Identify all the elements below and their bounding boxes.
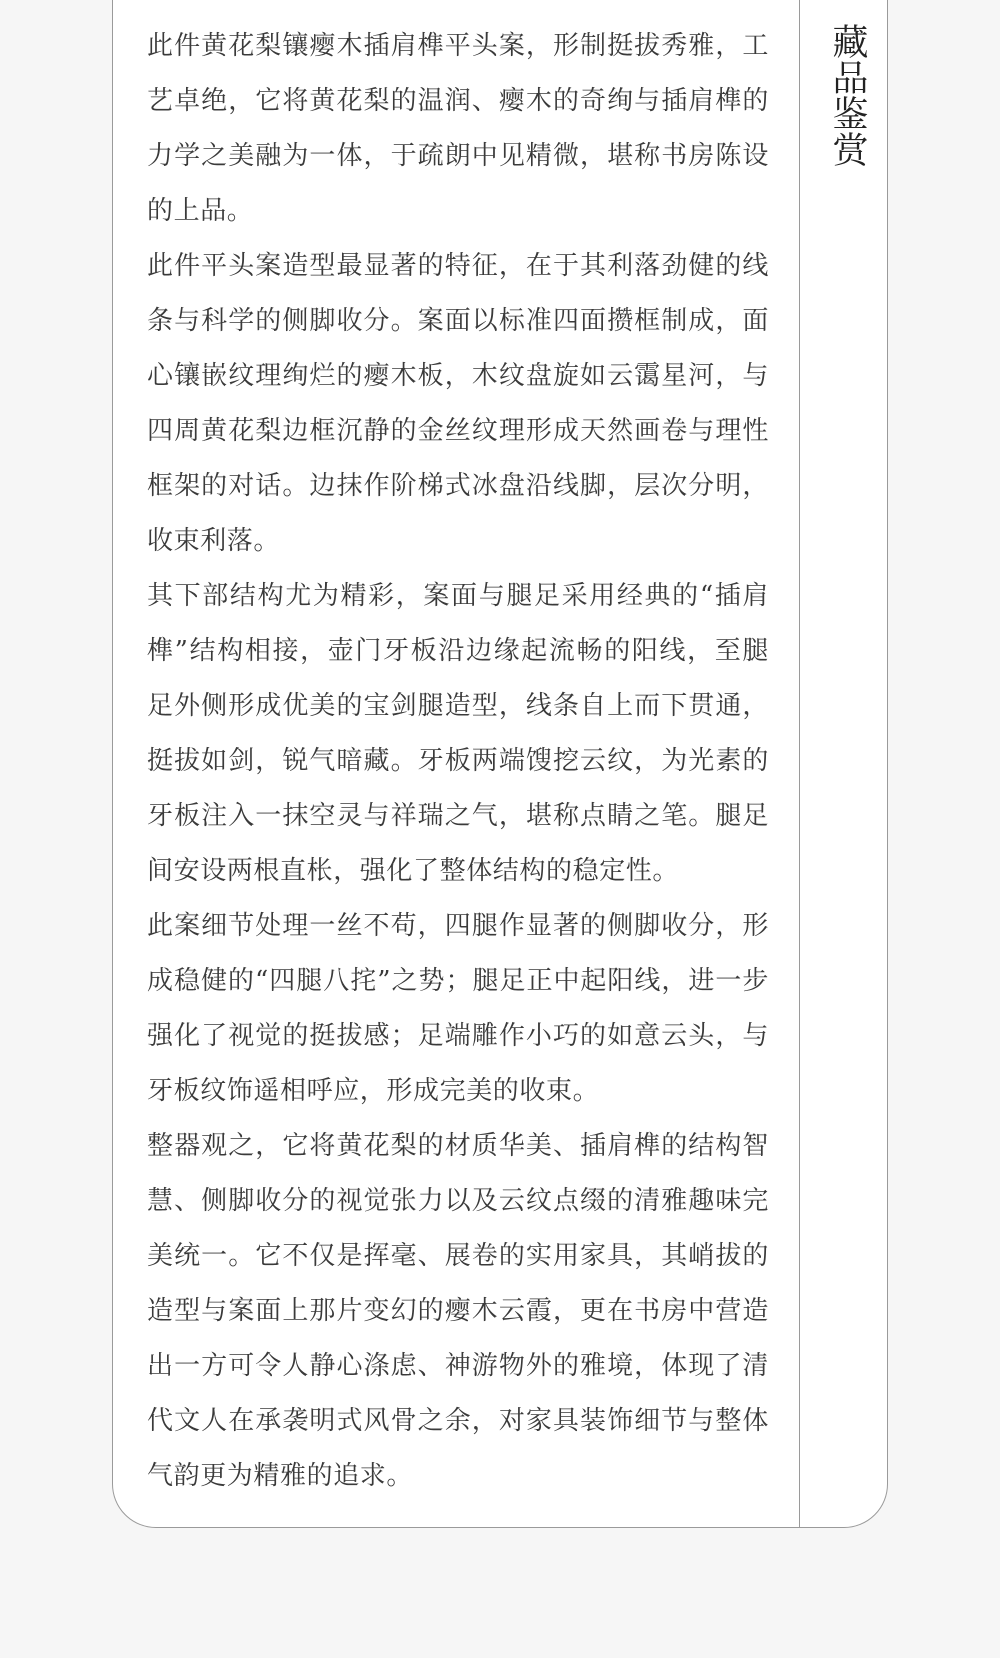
paragraph-4: 此案细节处理一丝不苟，四腿作显著的侧脚收分，形成稳健的“四腿八挓”之势；腿足正中起阳线，进一步强化了视觉的挺拔感；足端雕作小巧的如意云头，与牙板纹饰遥相呼应，形成完美的收束。 [147,911,769,1106]
paragraph-5: 整器观之，它将黄花梨的材质华美、插肩榫的结构智慧、侧脚收分的视觉张力以及云纹点缀的清雅趣味完美统一。它不仅是挥毫、展卷的实用家具，其峭拔的造型与案面上那片变幻的瘿木云霞，更在书房中营造出一方可令人静心涤虑、神游物外的雅境，体现了清代文人在承袭明式风骨之余，对家具装饰细节与整体气韵更为精雅的追求。 [147,1131,769,1491]
section-title: 藏品鉴赏 [827,23,868,167]
side-divider [799,0,800,1527]
paragraph-2: 此件平头案造型最显著的特征，在于其利落劲健的线条与科学的侧脚收分。案面以标准四面攒框制成，面心镶嵌纹理绚烂的瘿木板，木纹盘旋如云霭星河，与四周黄花梨边框沉静的金丝纹理形成天然画卷与理性框架的对话。边抹作阶梯式冰盘沿线脚，层次分明，收束利落。 [147,251,769,556]
paragraph-3: 其下部结构尤为精彩，案面与腿足采用经典的“插肩榫”结构相接，壶门牙板沿边缘起流畅的阳线，至腿足外侧形成优美的宝剑腿造型，线条自上而下贯通，挺拔如剑，锐气暗藏。牙板两端馊挖云纹，为光素的牙板注入一抹空灵与祥瑞之气，堪称点睛之笔。腿足间安设两根直枨，强化了整体结构的稳定性。 [147,581,769,886]
article-card [112,0,888,1528]
article-body [147,19,769,1504]
paragraph-1: 此件黄花梨镶瘿木插肩榫平头案，形制挺拔秀雅，工艺卓绝，它将黄花梨的温润、瘿木的奇绚与插肩榫的力学之美融为一体，于疏朗中见精微，堪称书房陈设的上品。 [147,31,769,226]
